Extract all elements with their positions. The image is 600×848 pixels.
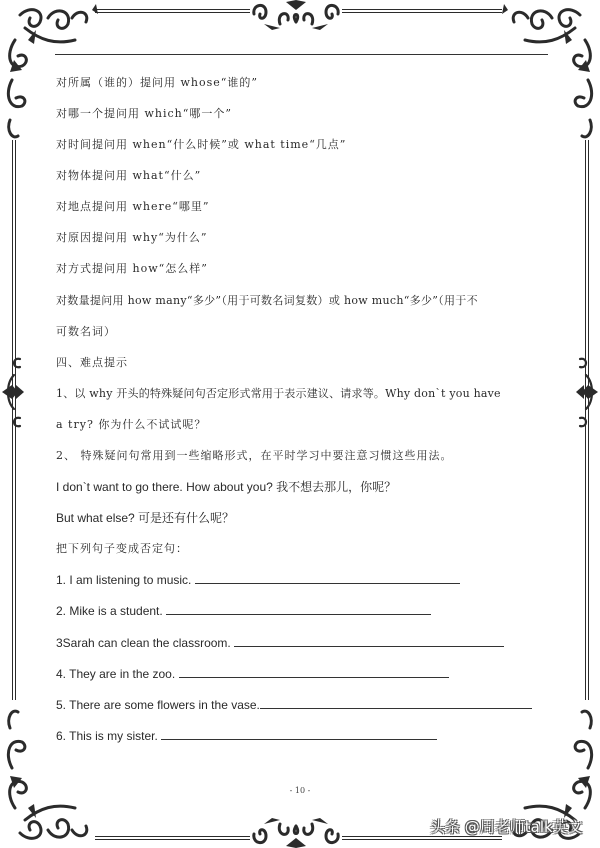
- question-word-why: 对原因提问用 why“为什么”: [56, 231, 208, 244]
- exercise-sentence: 5. There are some flowers in the vase.: [56, 698, 260, 712]
- exercise-sentence: 6. This is my sister.: [56, 729, 158, 743]
- question-word-how-many: 对数量提问用 how many“多少”（用于可数名词复数）或 how much“多少”（用于不: [56, 294, 478, 307]
- question-word-when: 对时间提问用 when“什么时候”或 what time“几点”: [56, 138, 347, 151]
- page-number: - 10 -: [289, 786, 311, 795]
- answer-blank[interactable]: [179, 667, 449, 678]
- center-ornament-top-icon: [250, 0, 342, 32]
- frame-top-line: [342, 12, 502, 13]
- exercise-item-5: [56, 698, 532, 712]
- frame-top-line: [95, 9, 250, 10]
- exercise-instruction: 把下列句子变成否定句：: [56, 542, 188, 555]
- answer-blank[interactable]: [260, 698, 532, 709]
- tip-1-cont: a try? 你为什么不试试呢？: [56, 418, 207, 431]
- tip-2: 2、 特殊疑问句常用到一些缩略形式，在平时学习中要注意习惯这些用法。: [56, 449, 453, 462]
- question-word-how: 对方式提问用 how“怎么样”: [56, 262, 208, 275]
- frame-top-line: [95, 12, 250, 13]
- example-sentence-1: I don`t want to go there. How about you? 我不想去那儿，你呢？: [56, 480, 397, 494]
- center-ornament-bottom-icon: [250, 816, 342, 848]
- exercise-item-4: [56, 667, 449, 681]
- frame-bottom-line: [95, 836, 250, 837]
- side-ornament-left-icon: [0, 355, 30, 430]
- question-word-whose: 对所属（谁的）提问用 whose“谁的”: [56, 76, 259, 89]
- section-heading-difficulties: 四、难点提示: [56, 356, 128, 369]
- answer-blank[interactable]: [234, 636, 504, 647]
- exercise-sentence: 1. I am listening to music.: [56, 573, 192, 587]
- question-word-which: 对哪一个提问用 which“哪一个”: [56, 107, 233, 120]
- answer-blank[interactable]: [161, 729, 437, 740]
- exercise-sentence: 2. Mike is a student.: [56, 604, 163, 618]
- corner-ornament-bottom-left-icon: [0, 698, 100, 848]
- exercise-sentence: 4. They are in the zoo.: [56, 667, 176, 681]
- question-word-what: 对物体提问用 what“什么”: [56, 169, 202, 182]
- exercise-item-6: [56, 729, 437, 743]
- exercise-item-2: [56, 604, 431, 618]
- frame-bottom-line: [95, 839, 250, 840]
- exercise-item-1: [56, 573, 460, 587]
- exercise-item-3: [56, 636, 504, 650]
- answer-blank[interactable]: [195, 573, 460, 584]
- side-ornament-right-icon: [570, 355, 600, 430]
- header-rule: [55, 54, 548, 55]
- exercise-sentence: 3Sarah can clean the classroom.: [56, 636, 231, 650]
- frame-bottom-line: [342, 839, 502, 840]
- frame-top-line: [342, 9, 502, 10]
- question-word-how-many-cont: 可数名词）: [56, 325, 116, 338]
- corner-ornament-top-left-icon: [0, 0, 100, 150]
- question-word-where: 对地点提问用 where“哪里”: [56, 200, 210, 213]
- answer-blank[interactable]: [166, 604, 431, 615]
- tip-1: 1、以 why 开头的特殊疑问句否定形式常用于表示建议、请求等。Why don`t you have: [56, 387, 501, 400]
- watermark: 头条 @周老师talk英文: [430, 818, 583, 836]
- corner-ornament-top-right-icon: [500, 0, 600, 150]
- example-sentence-2: But what else? 可是还有什么呢？: [56, 511, 235, 525]
